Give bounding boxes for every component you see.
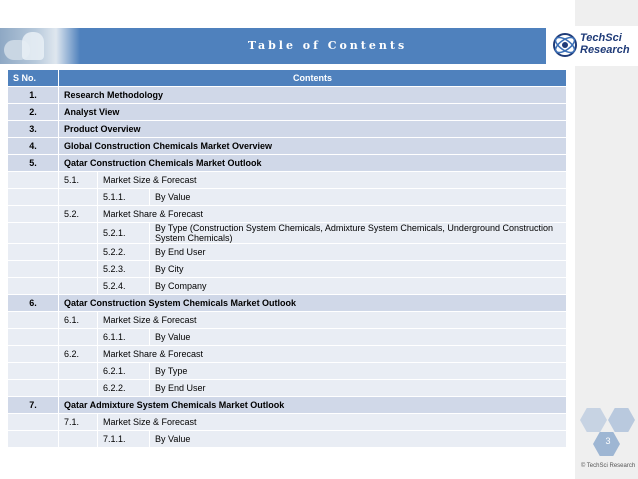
header-contents: Contents bbox=[59, 70, 567, 87]
table-row bbox=[8, 295, 567, 312]
table-row bbox=[8, 244, 567, 261]
table-row bbox=[8, 189, 567, 206]
item-number: 5.1.1. bbox=[98, 189, 150, 206]
table-row bbox=[8, 206, 567, 223]
indent-cell bbox=[8, 380, 59, 397]
section-title: Product Overview bbox=[59, 121, 567, 138]
indent-cell bbox=[8, 172, 59, 189]
indent-cell bbox=[59, 261, 98, 278]
table-row bbox=[8, 431, 567, 448]
subsection-title: Market Share & Forecast bbox=[98, 206, 567, 223]
subsection-number: 6.2. bbox=[59, 346, 98, 363]
section-number: 2. bbox=[8, 104, 59, 121]
side-panel bbox=[575, 0, 638, 479]
indent-cell bbox=[8, 346, 59, 363]
techsci-logo bbox=[546, 26, 638, 66]
table-row bbox=[8, 414, 567, 431]
item-number: 6.1.1. bbox=[98, 329, 150, 346]
section-title: Research Methodology bbox=[59, 87, 567, 104]
banner-photo bbox=[0, 28, 80, 64]
indent-cell bbox=[8, 278, 59, 295]
table-row bbox=[8, 329, 567, 346]
table-row bbox=[8, 223, 567, 244]
flask-shape bbox=[22, 32, 44, 60]
section-title: Analyst View bbox=[59, 104, 567, 121]
page-title: Table of Contents bbox=[247, 39, 408, 52]
indent-cell bbox=[8, 189, 59, 206]
item-title: By Value bbox=[150, 189, 567, 206]
indent-cell bbox=[8, 363, 59, 380]
indent-cell bbox=[8, 223, 59, 244]
subsection-title: Market Share & Forecast bbox=[98, 346, 567, 363]
section-number: 6. bbox=[8, 295, 59, 312]
table-row bbox=[8, 261, 567, 278]
table-row bbox=[8, 155, 567, 172]
section-title: Qatar Construction Chemicals Market Outlook bbox=[59, 155, 567, 172]
item-number: 5.2.1. bbox=[98, 223, 150, 244]
indent-cell bbox=[59, 278, 98, 295]
item-number: 6.2.2. bbox=[98, 380, 150, 397]
indent-cell bbox=[8, 312, 59, 329]
subsection-title: Market Size & Forecast bbox=[98, 172, 567, 189]
item-title: By City bbox=[150, 261, 567, 278]
globe-icon bbox=[552, 32, 578, 58]
item-number: 5.2.4. bbox=[98, 278, 150, 295]
subsection-title: Market Size & Forecast bbox=[98, 414, 567, 431]
table-row bbox=[8, 312, 567, 329]
indent-cell bbox=[59, 380, 98, 397]
table-header-row bbox=[8, 70, 567, 87]
section-number: 3. bbox=[8, 121, 59, 138]
table-row bbox=[8, 87, 567, 104]
item-title: By Company bbox=[150, 278, 567, 295]
item-title: By Value bbox=[150, 329, 567, 346]
table-row bbox=[8, 278, 567, 295]
indent-cell bbox=[8, 414, 59, 431]
indent-cell bbox=[59, 431, 98, 448]
subsection-number: 7.1. bbox=[59, 414, 98, 431]
indent-cell bbox=[59, 189, 98, 206]
logo-text bbox=[580, 32, 630, 56]
item-title: By End User bbox=[150, 244, 567, 261]
subsection-title: Market Size & Forecast bbox=[98, 312, 567, 329]
indent-cell bbox=[59, 244, 98, 261]
indent-cell bbox=[59, 223, 98, 244]
indent-cell bbox=[8, 244, 59, 261]
copyright-text: © TechSci Research bbox=[580, 463, 636, 469]
table-row bbox=[8, 121, 567, 138]
table-row bbox=[8, 172, 567, 189]
item-number: 6.2.1. bbox=[98, 363, 150, 380]
title-banner bbox=[0, 28, 575, 64]
indent-cell bbox=[59, 363, 98, 380]
contents-table bbox=[7, 69, 567, 448]
section-title: Qatar Construction System Chemicals Market Outlook bbox=[59, 295, 567, 312]
subsection-number: 5.1. bbox=[59, 172, 98, 189]
section-title: Global Construction Chemicals Market Overview bbox=[59, 138, 567, 155]
logo-line1: TechSci bbox=[580, 32, 622, 44]
indent-cell bbox=[8, 206, 59, 223]
indent-cell bbox=[59, 329, 98, 346]
table-row bbox=[8, 363, 567, 380]
item-title: By Type (Construction System Chemicals, Admixture System Chemicals, Underground Construction System Chemicals) bbox=[150, 223, 567, 244]
logo-line2: Research bbox=[580, 44, 630, 56]
indent-cell bbox=[8, 261, 59, 278]
indent-cell bbox=[8, 431, 59, 448]
section-title: Qatar Admixture System Chemicals Market Outlook bbox=[59, 397, 567, 414]
subsection-number: 5.2. bbox=[59, 206, 98, 223]
item-number: 5.2.3. bbox=[98, 261, 150, 278]
section-number: 5. bbox=[8, 155, 59, 172]
table-row bbox=[8, 380, 567, 397]
item-title: By End User bbox=[150, 380, 567, 397]
section-number: 1. bbox=[8, 87, 59, 104]
item-title: By Type bbox=[150, 363, 567, 380]
indent-cell bbox=[8, 329, 59, 346]
header-sno: S No. bbox=[8, 70, 59, 87]
table-row bbox=[8, 397, 567, 414]
table-row bbox=[8, 104, 567, 121]
table-row bbox=[8, 346, 567, 363]
page-number: 3 bbox=[605, 436, 611, 446]
item-title: By Value bbox=[150, 431, 567, 448]
item-number: 5.2.2. bbox=[98, 244, 150, 261]
table-row bbox=[8, 138, 567, 155]
section-number: 7. bbox=[8, 397, 59, 414]
section-number: 4. bbox=[8, 138, 59, 155]
subsection-number: 6.1. bbox=[59, 312, 98, 329]
item-number: 7.1.1. bbox=[98, 431, 150, 448]
